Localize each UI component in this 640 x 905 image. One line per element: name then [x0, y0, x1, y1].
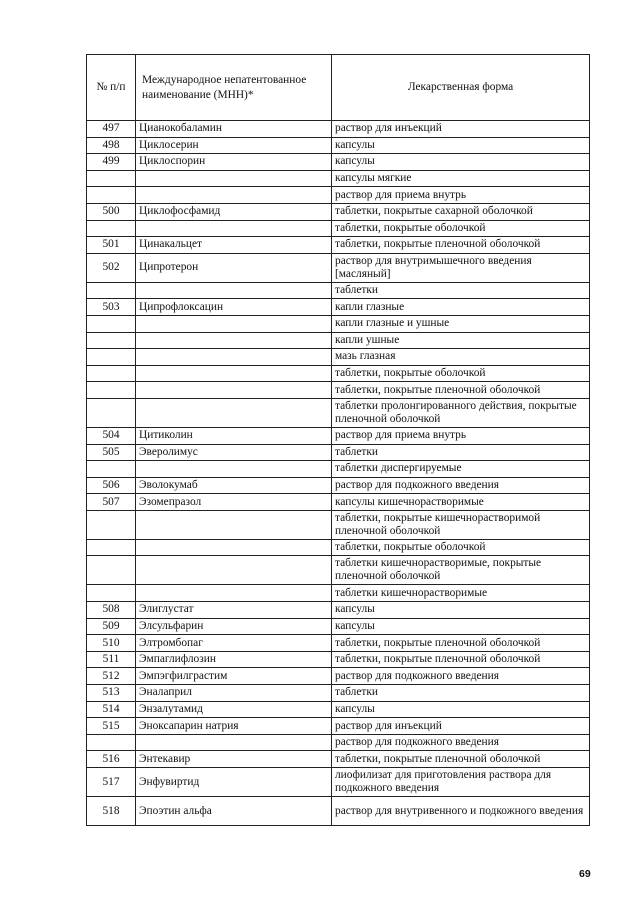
table-row [87, 701, 590, 718]
row-mnn-cell [136, 315, 332, 332]
row-mnn-cell [136, 539, 332, 556]
row-number-cell: 517 [87, 768, 136, 797]
row-mnn-cell: Циклофосфамид [136, 203, 332, 220]
table-row [87, 282, 590, 299]
row-form-cell: таблетки кишечнорастворимые, покрытые пленочной оболочкой [332, 556, 590, 585]
row-mnn-cell: Циклоспорин [136, 154, 332, 171]
row-number-cell: 512 [87, 668, 136, 685]
row-mnn-cell: Эмпэгфилграстим [136, 668, 332, 685]
row-form-cell: таблетки пролонгированного действия, покрытые пленочной оболочкой [332, 398, 590, 427]
row-number-cell [87, 510, 136, 539]
table-row [87, 539, 590, 556]
row-mnn-cell: Ципрофлоксацин [136, 299, 332, 316]
row-form-cell: капсулы [332, 154, 590, 171]
row-form-cell: капли ушные [332, 332, 590, 349]
table-row [87, 121, 590, 138]
row-form-cell: раствор для внутримышечного введения [масляный] [332, 253, 590, 282]
header-row [87, 55, 590, 121]
row-form-cell: раствор для внутривенного и подкожного введения [332, 797, 590, 826]
row-number-cell: 503 [87, 299, 136, 316]
row-form-cell: таблетки, покрытые оболочкой [332, 220, 590, 237]
table-row [87, 461, 590, 478]
row-mnn-cell: Ципротерон [136, 253, 332, 282]
row-mnn-cell [136, 332, 332, 349]
table-row [87, 585, 590, 602]
row-form-cell: капсулы мягкие [332, 170, 590, 187]
row-form-cell: таблетки, покрытые пленочной оболочкой [332, 382, 590, 399]
row-mnn-cell: Эверолимус [136, 444, 332, 461]
row-mnn-cell [136, 510, 332, 539]
table-row [87, 477, 590, 494]
row-form-cell: капсулы [332, 701, 590, 718]
table-row [87, 237, 590, 254]
row-form-cell: раствор для приема внутрь [332, 427, 590, 444]
row-form-cell: таблетки, покрытые оболочкой [332, 539, 590, 556]
table-row [87, 668, 590, 685]
row-number-cell [87, 585, 136, 602]
page-number: 69 [579, 868, 591, 880]
row-number-cell: 516 [87, 751, 136, 768]
header-mnn: Международное непатентованное наименование (МНН)* [136, 55, 332, 121]
row-number-cell: 515 [87, 718, 136, 735]
row-form-cell: таблетки, покрытые пленочной оболочкой [332, 635, 590, 652]
row-number-cell [87, 382, 136, 399]
row-mnn-cell: Цитиколин [136, 427, 332, 444]
row-number-cell: 500 [87, 203, 136, 220]
row-mnn-cell: Энфувиртид [136, 768, 332, 797]
table-row [87, 382, 590, 399]
table-row [87, 170, 590, 187]
table-row [87, 220, 590, 237]
row-number-cell [87, 315, 136, 332]
row-number-cell [87, 170, 136, 187]
row-form-cell: таблетки, покрытые пленочной оболочкой [332, 751, 590, 768]
table-row [87, 137, 590, 154]
row-number-cell: 504 [87, 427, 136, 444]
row-form-cell: капли глазные [332, 299, 590, 316]
row-number-cell [87, 539, 136, 556]
row-number-cell [87, 556, 136, 585]
row-mnn-cell: Элсульфарин [136, 618, 332, 635]
row-number-cell [87, 365, 136, 382]
row-number-cell: 499 [87, 154, 136, 171]
row-form-cell: лиофилизат для приготовления раствора для подкожного введения [332, 768, 590, 797]
table-row [87, 494, 590, 511]
row-number-cell [87, 349, 136, 366]
row-number-cell: 498 [87, 137, 136, 154]
row-number-cell: 505 [87, 444, 136, 461]
row-form-cell: раствор для инъекций [332, 718, 590, 735]
row-number-cell [87, 398, 136, 427]
row-mnn-cell: Элтромбопаг [136, 635, 332, 652]
row-mnn-cell [136, 170, 332, 187]
header-form: Лекарственная форма [332, 55, 590, 121]
row-form-cell: раствор для инъекций [332, 121, 590, 138]
row-mnn-cell: Эзомепразол [136, 494, 332, 511]
row-number-cell: 509 [87, 618, 136, 635]
row-number-cell: 514 [87, 701, 136, 718]
table-row [87, 315, 590, 332]
table-row [87, 299, 590, 316]
row-number-cell: 511 [87, 651, 136, 668]
row-form-cell: таблетки [332, 685, 590, 702]
row-mnn-cell [136, 349, 332, 366]
row-form-cell: таблетки, покрытые оболочкой [332, 365, 590, 382]
row-mnn-cell: Эмпаглифлозин [136, 651, 332, 668]
table-row [87, 365, 590, 382]
table-row [87, 797, 590, 826]
row-mnn-cell: Эналаприл [136, 685, 332, 702]
table-row [87, 618, 590, 635]
row-number-cell [87, 220, 136, 237]
row-number-cell: 508 [87, 602, 136, 619]
row-form-cell: таблетки, покрытые кишечнорастворимой пленочной оболочкой [332, 510, 590, 539]
row-mnn-cell: Энтекавир [136, 751, 332, 768]
row-mnn-cell [136, 365, 332, 382]
table-row [87, 444, 590, 461]
row-mnn-cell [136, 734, 332, 751]
medication-table [86, 54, 590, 826]
row-form-cell: таблетки, покрытые пленочной оболочкой [332, 651, 590, 668]
table-row [87, 651, 590, 668]
row-number-cell: 502 [87, 253, 136, 282]
row-form-cell: раствор для подкожного введения [332, 477, 590, 494]
table-row [87, 398, 590, 427]
row-form-cell: раствор для подкожного введения [332, 668, 590, 685]
table-row [87, 635, 590, 652]
table-row [87, 349, 590, 366]
row-number-cell [87, 734, 136, 751]
row-number-cell: 518 [87, 797, 136, 826]
row-form-cell: капсулы [332, 602, 590, 619]
row-mnn-cell: Циклосерин [136, 137, 332, 154]
row-number-cell: 506 [87, 477, 136, 494]
row-mnn-cell [136, 585, 332, 602]
row-mnn-cell: Элиглустат [136, 602, 332, 619]
row-number-cell [87, 282, 136, 299]
table-row [87, 685, 590, 702]
table-row [87, 427, 590, 444]
row-mnn-cell: Эволокумаб [136, 477, 332, 494]
row-form-cell: мазь глазная [332, 349, 590, 366]
table-row [87, 718, 590, 735]
row-number-cell: 497 [87, 121, 136, 138]
row-number-cell [87, 332, 136, 349]
row-number-cell: 510 [87, 635, 136, 652]
row-mnn-cell: Цинакальцет [136, 237, 332, 254]
table-body [87, 121, 590, 826]
table-row [87, 751, 590, 768]
row-mnn-cell: Эпоэтин альфа [136, 797, 332, 826]
row-form-cell: капсулы [332, 618, 590, 635]
row-mnn-cell: Эноксапарин натрия [136, 718, 332, 735]
row-mnn-cell [136, 398, 332, 427]
row-form-cell: таблетки, покрытые сахарной оболочкой [332, 203, 590, 220]
header-number: № п/п [87, 55, 136, 121]
row-form-cell: капсулы кишечнорастворимые [332, 494, 590, 511]
table-row [87, 734, 590, 751]
row-number-cell [87, 187, 136, 204]
table-header [87, 55, 590, 121]
row-mnn-cell: Энзалутамид [136, 701, 332, 718]
row-number-cell: 513 [87, 685, 136, 702]
table-row [87, 602, 590, 619]
row-form-cell: таблетки диспергируемые [332, 461, 590, 478]
row-mnn-cell [136, 187, 332, 204]
table-row [87, 768, 590, 797]
row-form-cell: раствор для приема внутрь [332, 187, 590, 204]
row-mnn-cell [136, 461, 332, 478]
row-mnn-cell [136, 556, 332, 585]
row-form-cell: таблетки кишечнорастворимые [332, 585, 590, 602]
row-mnn-cell: Цианокобаламин [136, 121, 332, 138]
row-number-cell: 501 [87, 237, 136, 254]
table-row [87, 203, 590, 220]
row-form-cell: раствор для подкожного введения [332, 734, 590, 751]
table-row [87, 332, 590, 349]
row-number-cell: 507 [87, 494, 136, 511]
row-form-cell: капли глазные и ушные [332, 315, 590, 332]
table-row [87, 253, 590, 282]
row-form-cell: таблетки, покрытые пленочной оболочкой [332, 237, 590, 254]
table-row [87, 510, 590, 539]
row-number-cell [87, 461, 136, 478]
table-row [87, 556, 590, 585]
table-row [87, 154, 590, 171]
row-mnn-cell [136, 382, 332, 399]
row-mnn-cell [136, 220, 332, 237]
row-mnn-cell [136, 282, 332, 299]
row-form-cell: капсулы [332, 137, 590, 154]
table-row [87, 187, 590, 204]
row-form-cell: таблетки [332, 444, 590, 461]
row-form-cell: таблетки [332, 282, 590, 299]
